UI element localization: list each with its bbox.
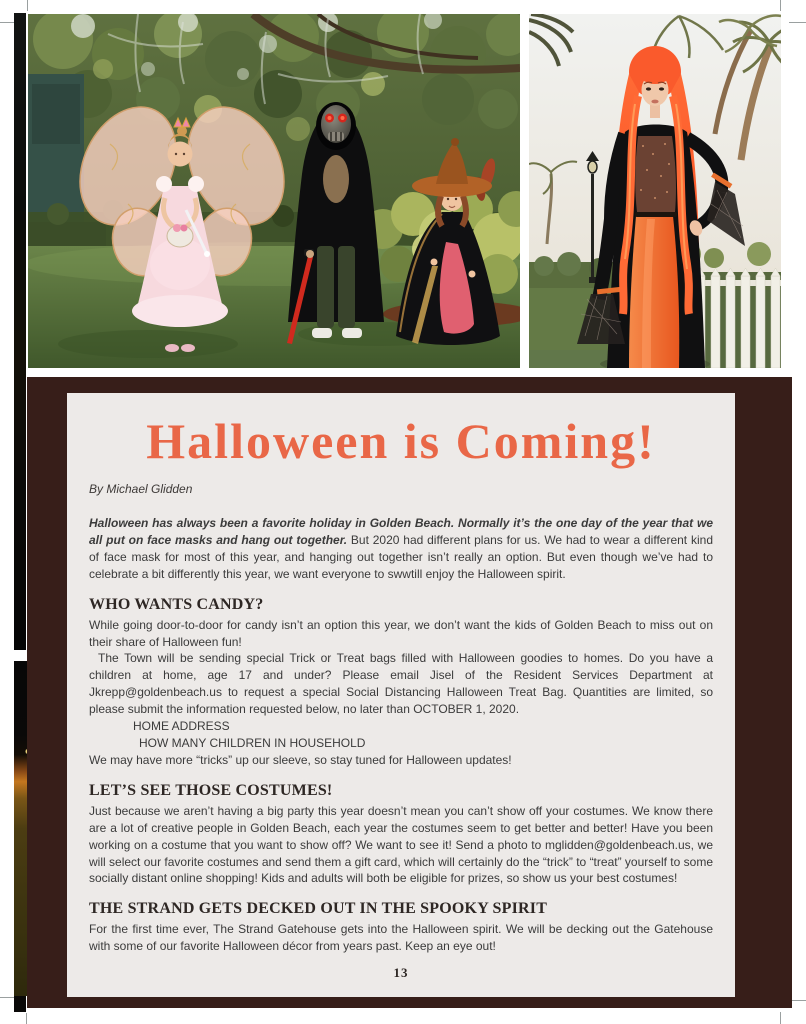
intro-paragraph xyxy=(89,515,713,583)
crop-mark xyxy=(0,997,14,998)
section-heading-who-wants-candy: WHO WANTS CANDY? xyxy=(89,595,264,613)
section-heading-strand: THE STRAND GETS DECKED OUT IN THE SPOOKY SPIRIT xyxy=(89,900,548,918)
article-card xyxy=(67,393,735,997)
kids-costumes-illustration xyxy=(28,14,520,368)
intro-rest-text: But 2020 had different plans for us. We had to wear a different kind of face mask for most of this year, and hanging out together isn’t really an option. But even though we’ve had to celebrate a bit differently this year, we want everyone to swwtill enjoy the Halloween spirit. xyxy=(89,532,713,581)
photo-kids-costumes xyxy=(28,14,520,368)
candy-paragraph-2: The Town will be sending special Trick or Treat bags filled with Halloween goodies to homes. Do you have a children at home, age 17 and under? Please email Jisel of the Resident Services Department at Jkrepp@goldenbeach.us to request a special Social Distancing Halloween Treat Bag. Quantities are limited, so please submit the information requested below, no later than OCTOBER 1, 2020. xyxy=(89,651,713,717)
crop-mark xyxy=(789,22,806,23)
request-item-home-address: HOME ADDRESS xyxy=(133,719,230,734)
crop-mark xyxy=(780,1012,781,1024)
edge-photo-sliver-stub xyxy=(14,996,26,1012)
intro-lead-text: Halloween has always been a favorite holiday in Golden Beach. Normally it’s the one day of the year that we all put on face masks and hang out together. xyxy=(89,516,713,547)
crop-mark xyxy=(780,0,781,11)
candy-paragraph-1: While going door-to-door for candy isn’t an option this year, we don’t want the kids of Golden Beach to miss out on their share of Halloween fun! xyxy=(89,617,713,649)
orange-hair-woman-illustration xyxy=(529,14,781,368)
section-heading-costumes: LET’S SEE THOSE COSTUMES! xyxy=(89,781,333,799)
edge-photo-sliver-top xyxy=(14,13,26,650)
candy-paragraph-3: We may have more “tricks” up our sleeve, so stay tuned for Halloween updates! xyxy=(89,752,512,767)
crop-mark xyxy=(27,0,28,11)
page-number: 13 xyxy=(393,965,409,980)
crop-mark xyxy=(792,1000,806,1001)
photo-orange-hair-woman xyxy=(529,14,781,368)
article-title: Halloween is Coming! xyxy=(146,413,656,469)
strand-paragraph: For the first time ever, The Strand Gatehouse gets into the Halloween spirit. We will be decking out the Gatehouse with some of our favorite Halloween décor from years past. Keep an eye out! xyxy=(89,922,713,954)
request-item-children-count: HOW MANY CHILDREN IN HOUSEHOLD xyxy=(139,735,366,750)
article-byline: By Michael Glidden xyxy=(89,482,193,496)
costumes-paragraph: Just because we aren’t having a big party this year doesn’t mean you can’t show off your costumes. We know there are a lot of creative people in Golden Beach, each year the costumes seem to get better and better! Have you been working on a costume that you want to show off? We want to see it! Send a photo to mglidden@goldenbeach.us, we will select our favorite costumes and send them a gift card, which will certainly do the “trick” to “treat” yourself to some socially distant online shopping! Kids and adults will both be eligible for prizes, so show us your best costumes! xyxy=(89,803,713,886)
crop-mark xyxy=(26,1013,27,1024)
